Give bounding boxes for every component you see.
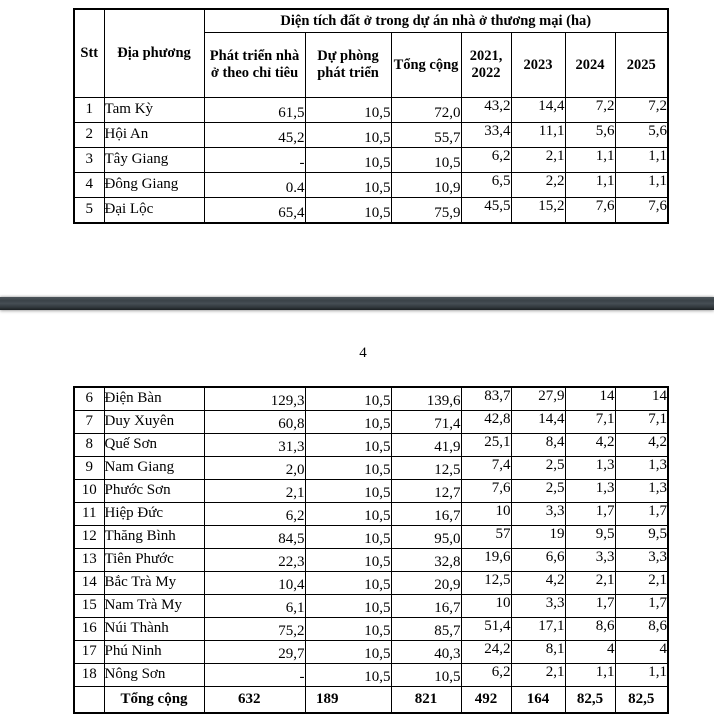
cell-reserve: 10,5 (305, 198, 391, 224)
cell-reserve: 10,5 (305, 457, 391, 480)
cell-2024: 2,1 (565, 572, 615, 595)
cell-dev-by-target: 61,5 (204, 98, 305, 123)
cell-reserve: 10,5 (305, 123, 391, 148)
cell-2021-2022: 6,2 (461, 664, 511, 687)
cell-2024: 14 (565, 387, 615, 411)
cell-reserve: 10,5 (305, 148, 391, 173)
header-2023: 2023 (511, 33, 565, 98)
table-body-page2 (74, 387, 668, 687)
cell-2025: 4 (615, 641, 668, 664)
cell-total: 71,4 (391, 411, 461, 434)
cell-2021-2022: 43,2 (461, 98, 511, 123)
table-row (74, 595, 668, 618)
cell-2023: 2,2 (511, 173, 565, 198)
cell-locality: Phú Ninh (104, 641, 204, 664)
cell-2024: 1,1 (565, 664, 615, 687)
header-2021-2022: 2021, 2022 (461, 33, 511, 98)
cell-stt: 15 (74, 595, 104, 618)
cell-locality: Bắc Trà My (104, 572, 204, 595)
cell-2021-2022: 7,6 (461, 480, 511, 503)
cell-reserve: 10,5 (305, 387, 391, 411)
cell-stt: 6 (74, 387, 104, 411)
cell-2023: 17,1 (511, 618, 565, 641)
cell-2021-2022: 10 (461, 503, 511, 526)
cell-2024: 4,2 (565, 434, 615, 457)
cell-dev-by-target: 84,5 (204, 526, 305, 549)
cell-total: 12,5 (391, 457, 461, 480)
cell-2024: 1,3 (565, 480, 615, 503)
cell-2025: 1,3 (615, 457, 668, 480)
land-area-table-page-top (73, 8, 669, 224)
cell-total: 10,5 (391, 664, 461, 687)
cell-stt: 18 (74, 664, 104, 687)
cell-2024: 1,3 (565, 457, 615, 480)
total-2021-2022: 492 (461, 687, 511, 714)
cell-2021-2022: 33,4 (461, 123, 511, 148)
cell-2021-2022: 6,2 (461, 148, 511, 173)
cell-2024: 7,1 (565, 411, 615, 434)
cell-2025: 5,6 (615, 123, 668, 148)
cell-2021-2022: 10 (461, 595, 511, 618)
cell-2025: 1,7 (615, 595, 668, 618)
cell-2025: 1,3 (615, 480, 668, 503)
cell-2025: 1,1 (615, 173, 668, 198)
cell-reserve: 10,5 (305, 595, 391, 618)
cell-dev-by-target: - (204, 664, 305, 687)
cell-dev-by-target: 45,2 (204, 123, 305, 148)
cell-2024: 1,1 (565, 173, 615, 198)
cell-total: 40,3 (391, 641, 461, 664)
table-row (74, 503, 668, 526)
cell-2021-2022: 45,5 (461, 198, 511, 224)
cell-locality: Nam Trà My (104, 595, 204, 618)
cell-locality: Hội An (104, 123, 204, 148)
cell-2024: 8,6 (565, 618, 615, 641)
cell-stt: 16 (74, 618, 104, 641)
cell-2021-2022: 12,5 (461, 572, 511, 595)
cell-total: 12,7 (391, 480, 461, 503)
cell-dev-by-target: 29,7 (204, 641, 305, 664)
cell-2024: 9,5 (565, 526, 615, 549)
cell-total: 10,9 (391, 173, 461, 198)
cell-total: 20,9 (391, 572, 461, 595)
cell-stt: 8 (74, 434, 104, 457)
cell-total: 75,9 (391, 198, 461, 224)
cell-2024: 1,7 (565, 595, 615, 618)
cell-2025: 14 (615, 387, 668, 411)
total-2023: 164 (511, 687, 565, 714)
total-label: Tổng cộng (104, 687, 204, 714)
cell-2021-2022: 7,4 (461, 457, 511, 480)
cell-2025: 7,6 (615, 198, 668, 224)
cell-reserve: 10,5 (305, 411, 391, 434)
cell-2023: 2,5 (511, 480, 565, 503)
cell-2021-2022: 83,7 (461, 387, 511, 411)
cell-locality: Tiên Phước (104, 549, 204, 572)
table-total-row (74, 687, 668, 714)
cell-reserve: 10,5 (305, 618, 391, 641)
cell-2025: 8,6 (615, 618, 668, 641)
header-2024: 2024 (565, 33, 615, 98)
table-footer (74, 687, 668, 714)
land-area-table-page-bottom (73, 386, 669, 714)
cell-total: 41,9 (391, 434, 461, 457)
cell-dev-by-target: 2,1 (204, 480, 305, 503)
cell-2024: 4 (565, 641, 615, 664)
cell-2021-2022: 6,5 (461, 173, 511, 198)
header-reserve: Dự phòng phát triển (305, 33, 391, 98)
total-dev-by-target: 632 (204, 687, 305, 714)
cell-total: 16,7 (391, 595, 461, 618)
table-title: Diện tích đất ở trong dự án nhà ở thương mại (ha) (204, 9, 668, 33)
cell-dev-by-target: 65,4 (204, 198, 305, 224)
cell-2024: 3,3 (565, 549, 615, 572)
page-separator-band (0, 297, 714, 310)
cell-2023: 6,6 (511, 549, 565, 572)
table-row (74, 526, 668, 549)
cell-dev-by-target: 10,4 (204, 572, 305, 595)
cell-2023: 19 (511, 526, 565, 549)
cell-2023: 3,3 (511, 595, 565, 618)
cell-reserve: 10,5 (305, 549, 391, 572)
cell-dev-by-target: 2,0 (204, 457, 305, 480)
cell-2021-2022: 24,2 (461, 641, 511, 664)
cell-total: 32,8 (391, 549, 461, 572)
table-row (74, 618, 668, 641)
cell-2023: 14,4 (511, 411, 565, 434)
table-header (74, 9, 668, 98)
cell-reserve: 10,5 (305, 434, 391, 457)
cell-2025: 7,2 (615, 98, 668, 123)
table-row (74, 411, 668, 434)
cell-locality: Quế Sơn (104, 434, 204, 457)
cell-stt-empty (74, 687, 104, 714)
cell-2023: 2,1 (511, 148, 565, 173)
cell-reserve: 10,5 (305, 572, 391, 595)
cell-2023: 2,1 (511, 664, 565, 687)
cell-2025: 3,3 (615, 549, 668, 572)
table-row (74, 98, 668, 123)
table-row (74, 387, 668, 411)
cell-dev-by-target: 60,8 (204, 411, 305, 434)
total-reserve: 189 (305, 687, 391, 714)
cell-2021-2022: 42,8 (461, 411, 511, 434)
cell-2025: 9,5 (615, 526, 668, 549)
table-row (74, 641, 668, 664)
table-row (74, 198, 668, 224)
cell-total: 139,6 (391, 387, 461, 411)
cell-locality: Tam Kỳ (104, 98, 204, 123)
cell-2025: 4,2 (615, 434, 668, 457)
cell-total: 72,0 (391, 98, 461, 123)
cell-2025: 1,1 (615, 664, 668, 687)
page-number: 4 (359, 345, 367, 361)
cell-locality: Hiệp Đức (104, 503, 204, 526)
cell-stt: 12 (74, 526, 104, 549)
table-row (74, 664, 668, 687)
cell-stt: 2 (74, 123, 104, 148)
cell-locality: Nam Giang (104, 457, 204, 480)
table-row (74, 434, 668, 457)
total-total: 821 (391, 687, 461, 714)
cell-total: 55,7 (391, 123, 461, 148)
cell-stt: 17 (74, 641, 104, 664)
cell-2023: 3,3 (511, 503, 565, 526)
cell-locality: Thăng Bình (104, 526, 204, 549)
cell-stt: 13 (74, 549, 104, 572)
cell-2021-2022: 25,1 (461, 434, 511, 457)
cell-2024: 7,2 (565, 98, 615, 123)
cell-dev-by-target: 6,1 (204, 595, 305, 618)
cell-2021-2022: 51,4 (461, 618, 511, 641)
cell-stt: 10 (74, 480, 104, 503)
table-row (74, 148, 668, 173)
cell-locality: Nông Sơn (104, 664, 204, 687)
table-body-page1 (74, 98, 668, 224)
cell-stt: 4 (74, 173, 104, 198)
cell-reserve: 10,5 (305, 664, 391, 687)
cell-reserve: 10,5 (305, 526, 391, 549)
cell-dev-by-target: 0.4 (204, 173, 305, 198)
table-row (74, 480, 668, 503)
cell-reserve: 10,5 (305, 641, 391, 664)
cell-stt: 7 (74, 411, 104, 434)
cell-dev-by-target: - (204, 148, 305, 173)
cell-stt: 3 (74, 148, 104, 173)
cell-total: 95,0 (391, 526, 461, 549)
table-row (74, 123, 668, 148)
cell-locality: Tây Giang (104, 148, 204, 173)
cell-locality: Duy Xuyên (104, 411, 204, 434)
header-2025: 2025 (615, 33, 668, 98)
cell-2025: 2,1 (615, 572, 668, 595)
total-2025: 82,5 (615, 687, 668, 714)
cell-2023: 14,4 (511, 98, 565, 123)
cell-2023: 11,1 (511, 123, 565, 148)
cell-stt: 11 (74, 503, 104, 526)
cell-dev-by-target: 22,3 (204, 549, 305, 572)
cell-2025: 1,7 (615, 503, 668, 526)
header-locality: Địa phương (104, 9, 204, 98)
cell-dev-by-target: 6,2 (204, 503, 305, 526)
cell-2023: 15,2 (511, 198, 565, 224)
cell-locality: Đại Lộc (104, 198, 204, 224)
cell-2025: 1,1 (615, 148, 668, 173)
cell-stt: 1 (74, 98, 104, 123)
cell-2023: 8,4 (511, 434, 565, 457)
table-row (74, 173, 668, 198)
cell-total: 85,7 (391, 618, 461, 641)
cell-2024: 7,6 (565, 198, 615, 224)
cell-total: 16,7 (391, 503, 461, 526)
cell-dev-by-target: 31,3 (204, 434, 305, 457)
cell-locality: Điện Bàn (104, 387, 204, 411)
cell-2024: 5,6 (565, 123, 615, 148)
cell-2025: 7,1 (615, 411, 668, 434)
cell-2021-2022: 57 (461, 526, 511, 549)
table-row (74, 457, 668, 480)
cell-dev-by-target: 75,2 (204, 618, 305, 641)
header-stt: Stt (74, 9, 104, 98)
cell-reserve: 10,5 (305, 503, 391, 526)
header-dev-by-target: Phát triển nhà ở theo chỉ tiêu (204, 33, 305, 98)
cell-reserve: 10,5 (305, 480, 391, 503)
cell-2023: 8,1 (511, 641, 565, 664)
cell-2023: 2,5 (511, 457, 565, 480)
cell-stt: 5 (74, 198, 104, 224)
cell-locality: Phước Sơn (104, 480, 204, 503)
cell-2021-2022: 19,6 (461, 549, 511, 572)
cell-dev-by-target: 129,3 (204, 387, 305, 411)
cell-2023: 4,2 (511, 572, 565, 595)
header-total: Tổng cộng (391, 33, 461, 98)
cell-total: 10,5 (391, 148, 461, 173)
total-2024: 82,5 (565, 687, 615, 714)
table-row (74, 572, 668, 595)
cell-stt: 14 (74, 572, 104, 595)
table-row (74, 549, 668, 572)
cell-reserve: 10,5 (305, 98, 391, 123)
cell-locality: Đông Giang (104, 173, 204, 198)
cell-reserve: 10,5 (305, 173, 391, 198)
cell-2024: 1,1 (565, 148, 615, 173)
cell-2023: 27,9 (511, 387, 565, 411)
cell-2024: 1,7 (565, 503, 615, 526)
cell-stt: 9 (74, 457, 104, 480)
cell-locality: Núi Thành (104, 618, 204, 641)
